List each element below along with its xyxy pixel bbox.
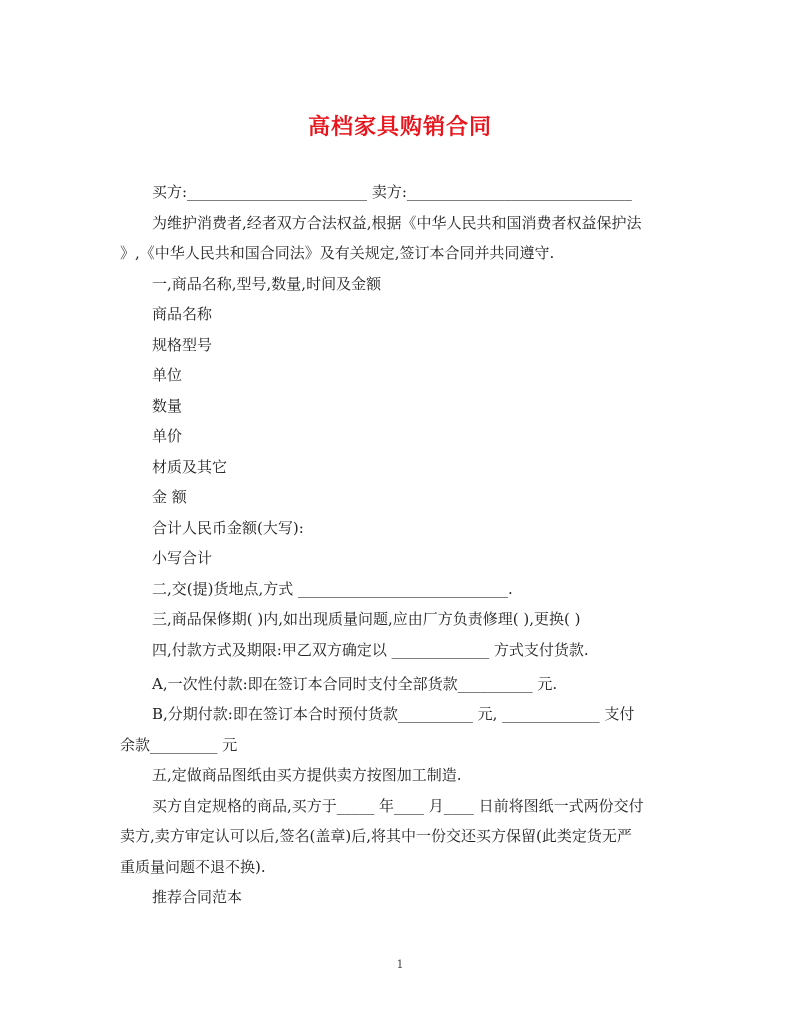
total-upper-label: 合计人民币金额(大写): — [152, 519, 304, 537]
recommend-line: 推荐合同范本 — [152, 888, 243, 906]
section-3-line: 三,商品保修期( )内,如出现质量问题,应由厂方负责修理( ),更换( ) — [152, 610, 581, 628]
document-title: 高档家具购销合同 — [307, 114, 492, 140]
payment-b-line-2: 余款_________ 元 — [120, 736, 238, 754]
intro-line-1: 为维护消费者,经者双方合法权益,根据《中华人民共和国消费者权益保护法 — [152, 214, 642, 232]
page-number: 1 — [396, 958, 404, 971]
payment-b-line-1: B,分期付款:即在签订本合时预付货款__________ 元, _____________ 支付 — [152, 705, 635, 723]
section-4-line: 四,付款方式及期限:甲乙双方确定以 _____________ 方式支付货款. — [152, 641, 589, 659]
item-price-label: 单价 — [152, 427, 183, 445]
section-2-line: 二,交(提)货地点,方式 ____________________________. — [152, 580, 513, 598]
parties-line: 买方:________________________ 卖方:______________________________ — [152, 183, 632, 201]
item-material-label: 材质及其它 — [152, 458, 228, 476]
item-quantity-label: 数量 — [152, 397, 183, 415]
custom-line-1: 买方自定规格的商品,买方于_____ 年____ 月____ 日前将图纸一式两份交付 — [152, 797, 644, 815]
section-1-heading: 一,商品名称,型号,数量,时间及金额 — [152, 275, 382, 293]
intro-line-2: 》,《中华人民共和国合同法》及有关规定,签订本合同并共同遵守. — [120, 244, 555, 262]
item-amount-label: 金 额 — [152, 488, 187, 506]
custom-line-3: 重质量问题不退不换). — [120, 858, 266, 876]
item-model-label: 规格型号 — [152, 336, 213, 354]
total-lower-label: 小写合计 — [152, 549, 213, 567]
item-unit-label: 单位 — [152, 366, 183, 384]
custom-line-2: 卖方,卖方审定认可以后,签名(盖章)后,将其中一份交还买方保留(此类定货无严 — [120, 827, 632, 845]
payment-a-line: A,一次性付款:即在签订本合同时支付全部货款__________ 元. — [152, 675, 558, 693]
section-5-line: 五,定做商品图纸由买方提供卖方按图加工制造. — [152, 766, 462, 784]
item-name-label: 商品名称 — [152, 305, 213, 323]
